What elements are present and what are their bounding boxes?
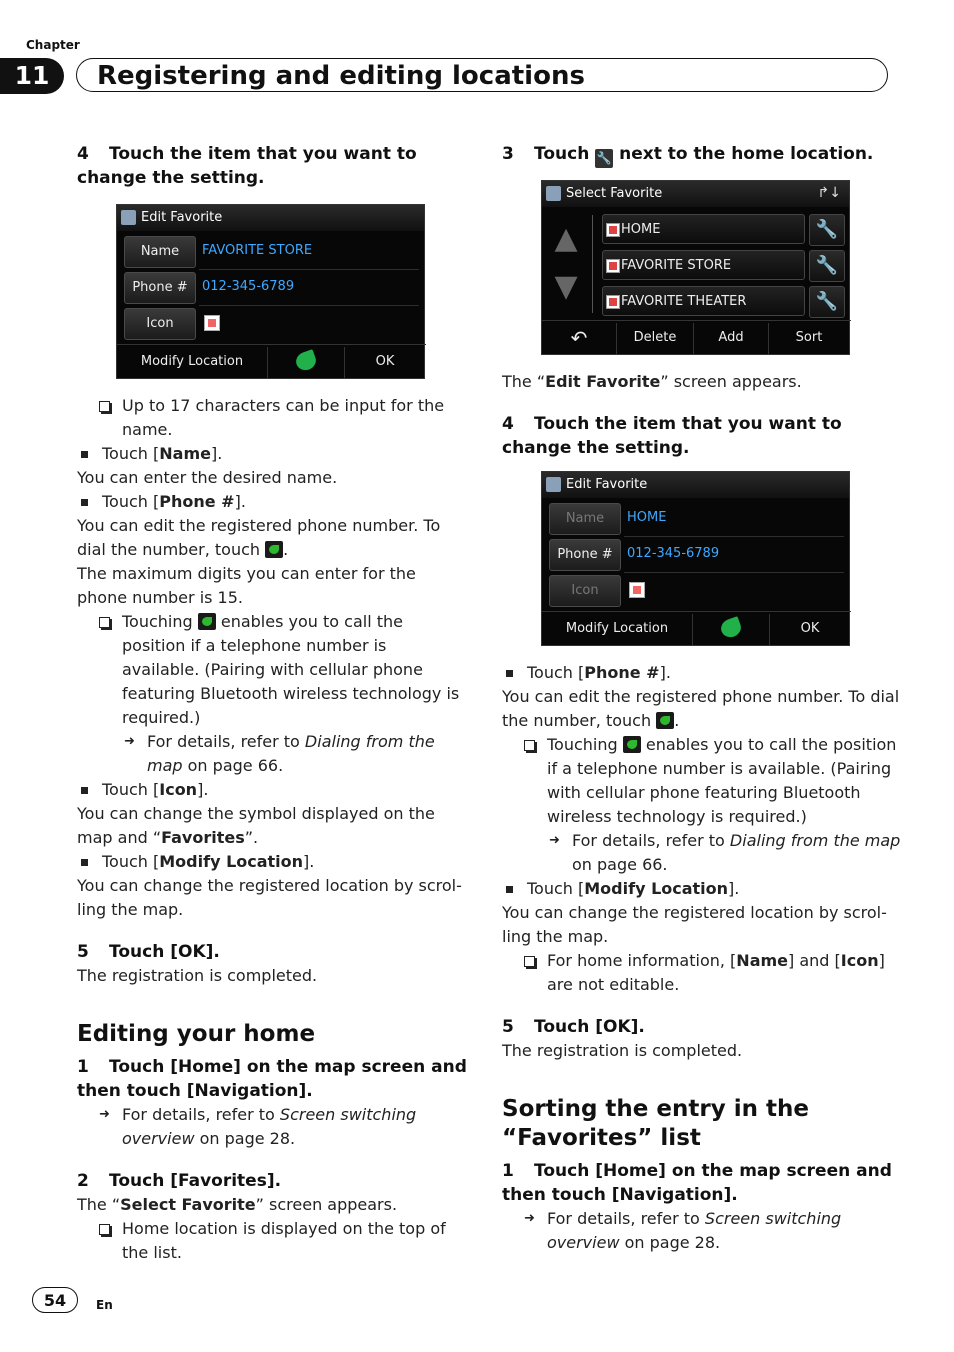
phone-call-icon bbox=[623, 736, 641, 753]
right-column-mid bbox=[502, 370, 902, 460]
note-home-top: Home location is displayed on the top of the list. bbox=[77, 1217, 467, 1265]
phone-description: You can edit the registered phone number. To dial the number, touch . bbox=[77, 516, 441, 559]
modify-location-button[interactable]: Modify Location bbox=[565, 621, 669, 636]
right-column-body bbox=[502, 661, 902, 1255]
language-code: En bbox=[96, 1298, 113, 1312]
screen-title-bar: Select Favorite bbox=[542, 181, 849, 207]
edit-favorite-home-screen bbox=[541, 471, 850, 646]
screen-title-bar: Edit Favorite bbox=[542, 472, 849, 498]
delete-button[interactable]: Delete bbox=[633, 330, 677, 345]
home-step-1: 1 Touch [Home] on the map screen and then touch [Navigation]. bbox=[77, 1057, 467, 1101]
bullet-touch-phone: Touch [Phone #]. bbox=[77, 490, 467, 514]
divider bbox=[624, 536, 844, 537]
home-symbol-icon bbox=[629, 582, 645, 598]
scroll-down-icon[interactable]: ▼ bbox=[554, 269, 578, 304]
select-favorite-screen bbox=[541, 180, 850, 355]
screen-title-bar: Edit Favorite bbox=[117, 205, 424, 231]
section-sorting-favorites: Sorting the entry in the “Favorites” list bbox=[502, 1096, 809, 1151]
divider bbox=[199, 269, 419, 270]
bullet-touch-modify: Touch [Modify Location]. bbox=[77, 850, 467, 874]
name-button-disabled: Name bbox=[549, 503, 621, 535]
theater-icon bbox=[606, 295, 620, 309]
sort-arrows-icon: ↱↓ bbox=[817, 185, 841, 201]
back-icon[interactable]: ↶ bbox=[570, 326, 588, 350]
bullet-touch-icon: Touch [Icon]. bbox=[77, 778, 467, 802]
chapter-label: Chapter bbox=[26, 38, 80, 52]
name-value: HOME bbox=[627, 510, 667, 525]
phone-max-digits: The maximum digits you can enter for the phone number is 15. bbox=[77, 564, 416, 607]
divider bbox=[692, 614, 693, 646]
home-step-2: 2 Touch [Favorites]. bbox=[77, 1171, 282, 1191]
step-5-heading: 5 Touch [OK]. bbox=[77, 942, 220, 962]
divider bbox=[267, 347, 268, 379]
sort-step-1: 1 Touch [Home] on the map screen and then touch [Navigation]. bbox=[502, 1161, 892, 1205]
home-icon bbox=[606, 223, 620, 237]
phone-value: 012-345-6789 bbox=[627, 546, 720, 561]
list-item[interactable]: HOME bbox=[602, 214, 805, 244]
note-home-not-editable: For home information, [Name] and [Icon] are not editable. bbox=[502, 949, 902, 997]
left-column-body bbox=[77, 394, 467, 1265]
step-4-heading: 4 Touch the item that you want to change the setting. bbox=[77, 144, 417, 188]
phone-call-icon[interactable] bbox=[294, 350, 320, 372]
name-description: You can enter the desired name. bbox=[77, 468, 338, 487]
icon-button-disabled: Icon bbox=[549, 575, 621, 607]
phone-button[interactable]: Phone # bbox=[124, 272, 196, 304]
note-touching-call: Touching enables you to call the position if a telephone number is available. (Pairing with cellular phone featuring Bluetooth wireless technology is required.) bbox=[502, 733, 902, 829]
scrollbar[interactable] bbox=[592, 215, 593, 313]
phone-value: 012-345-6789 bbox=[202, 279, 295, 294]
phone-call-icon bbox=[656, 712, 674, 729]
note-characters: Up to 17 characters can be input for the name. bbox=[77, 394, 467, 442]
right-step-4-heading: 4 Touch the item that you want to change the setting. bbox=[502, 414, 842, 458]
ref-screen-switching: ➜ For details, refer to Screen switching overview on page 28. bbox=[77, 1103, 467, 1151]
modify-location-button[interactable]: Modify Location bbox=[140, 354, 244, 369]
phone-call-icon bbox=[198, 613, 216, 630]
wrench-edit-button[interactable]: 🔧 bbox=[809, 286, 845, 318]
phone-button[interactable]: Phone # bbox=[549, 539, 621, 571]
note-touching-call: Touching enables you to call the position if a telephone number is available. (Pairing with cellular phone featuring Bluetooth wireless technology is required.) bbox=[77, 610, 467, 730]
page-number: 54 bbox=[32, 1287, 78, 1313]
registration-completed: The registration is completed. bbox=[77, 966, 318, 985]
wrench-edit-button[interactable]: 🔧 bbox=[809, 250, 845, 282]
chapter-title: Registering and editing locations bbox=[76, 58, 888, 92]
modify-description: You can change the registered location by scrol-ling the map. bbox=[502, 903, 887, 946]
step-3-heading: 3 Touch 🔧 next to the home location. bbox=[502, 142, 902, 168]
registration-completed: The registration is completed. bbox=[502, 1041, 743, 1060]
ref-screen-switching: ➜ For details, refer to Screen switching overview on page 28. bbox=[502, 1207, 902, 1255]
section-editing-home: Editing your home bbox=[77, 1021, 316, 1047]
phone-call-icon bbox=[265, 541, 283, 558]
bullet-touch-phone: Touch [Phone #]. bbox=[502, 661, 902, 685]
select-favorite-icon bbox=[546, 186, 561, 201]
name-button[interactable]: Name bbox=[124, 236, 196, 268]
edit-favorite-icon bbox=[121, 210, 136, 225]
left-column bbox=[77, 142, 467, 190]
ok-button[interactable]: OK bbox=[375, 354, 395, 369]
store-icon bbox=[606, 259, 620, 273]
edit-favorite-appears: The “Edit Favorite” screen appears. bbox=[502, 372, 802, 391]
right-column bbox=[502, 142, 902, 168]
edit-favorite-screen bbox=[116, 204, 425, 379]
store-symbol-icon bbox=[204, 315, 220, 331]
bullet-touch-modify: Touch [Modify Location]. bbox=[502, 877, 902, 901]
ref-dialing: ➜ For details, refer to Dialing from the map on page 66. bbox=[502, 829, 902, 877]
divider bbox=[624, 572, 844, 573]
wrench-icon: 🔧 bbox=[595, 149, 613, 168]
icon-button[interactable]: Icon bbox=[124, 308, 196, 340]
list-item[interactable]: FAVORITE THEATER bbox=[602, 286, 805, 316]
right-step-5-heading: 5 Touch [OK]. bbox=[502, 1017, 645, 1037]
chapter-number: 11 bbox=[0, 58, 64, 94]
ok-button[interactable]: OK bbox=[800, 621, 820, 636]
select-favorite-appears: The “Select Favorite” screen appears. bbox=[77, 1195, 398, 1214]
scroll-up-icon[interactable]: ▲ bbox=[554, 221, 578, 256]
phone-description: You can edit the registered phone number. To dial the number, touch . bbox=[502, 687, 900, 730]
add-button[interactable]: Add bbox=[718, 330, 744, 345]
modify-description: You can change the registered location by scrol-ling the map. bbox=[77, 876, 462, 919]
bullet-touch-name: Touch [Name]. bbox=[77, 442, 467, 466]
wrench-edit-button[interactable]: 🔧 bbox=[809, 214, 845, 246]
ref-dialing: ➜ For details, refer to Dialing from the map on page 66. bbox=[77, 730, 467, 778]
name-value: FAVORITE STORE bbox=[202, 243, 313, 258]
icon-description: You can change the symbol displayed on the map and “Favorites”. bbox=[77, 804, 435, 847]
list-item[interactable]: FAVORITE STORE bbox=[602, 250, 805, 280]
edit-favorite-icon bbox=[546, 477, 561, 492]
divider bbox=[199, 305, 419, 306]
sort-button[interactable]: Sort bbox=[795, 330, 823, 345]
phone-call-icon[interactable] bbox=[719, 617, 745, 639]
